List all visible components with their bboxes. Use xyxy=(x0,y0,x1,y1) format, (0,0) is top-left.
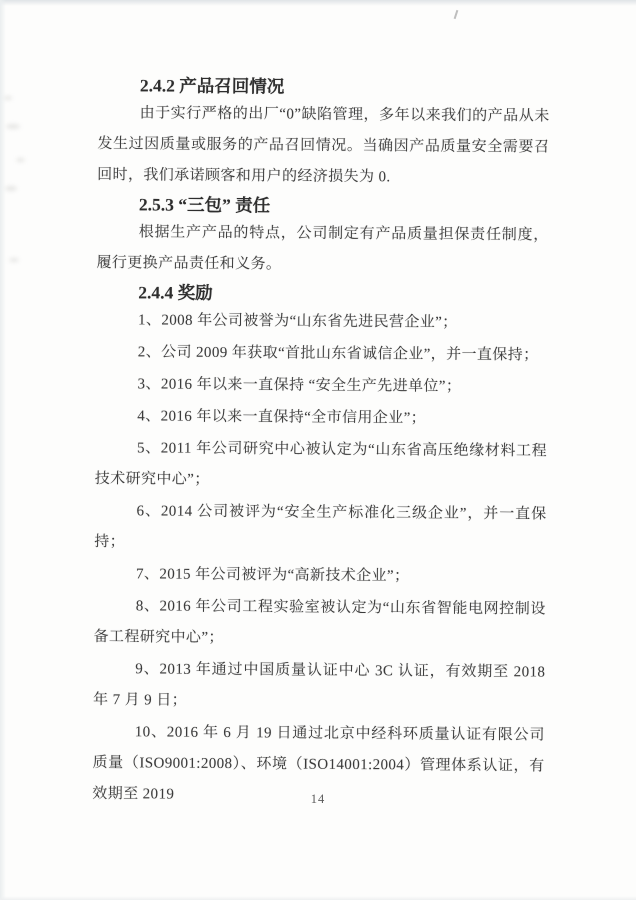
paragraph-three-guarantees: 根据生产产品的特点，公司制定有产品质量担保责任制度，履行更换产品责任和义务。 xyxy=(96,224,549,273)
award-item-9: 9、2013 年通过中国质量认证中心 3C 认证，有效期至 2018 年 7 月 9 日； xyxy=(93,661,546,709)
scan-smudge xyxy=(4,96,12,100)
scan-edge-top xyxy=(0,0,636,6)
scan-smudge xyxy=(6,124,20,129)
award-item-2: 2、公司 2009 年获取“首批山东省诚信企业”，并一直保持； xyxy=(137,344,539,364)
scan-edge-bottom xyxy=(0,896,636,900)
award-item-1: 1、2008 年公司被誉为“山东省先进民营企业”； xyxy=(137,312,458,331)
ink-speck xyxy=(454,10,459,19)
scan-edge-left xyxy=(0,0,6,900)
scan-smudge xyxy=(5,186,17,191)
award-item-10: 10、2016 年 6 月 19 日通过北京中经科环质量认证有限公司质量（ISO9001:2008）、环境（ISO14001:2004）管理体系认证，有效期至 2019 xyxy=(92,724,545,803)
section-three-guarantees xyxy=(96,191,549,283)
scan-smudge xyxy=(9,258,19,262)
page-number: 14 xyxy=(310,792,326,806)
award-item-8: 8、2016 年公司工程实验室被认定为“山东省智能电网控制设备工程研究中心”； xyxy=(93,598,546,647)
section-heading-242: 2.4.2 产品召回情况 xyxy=(139,75,285,97)
section-awards xyxy=(92,279,548,814)
award-item-6: 6、2014 公司被评为“安全生产标准化三级企业”，并一直保持； xyxy=(94,503,547,551)
document-content xyxy=(92,72,550,815)
award-item-5: 5、2011 年公司研究中心被认定为“山东省高压绝缘材料工程技术研究中心”； xyxy=(94,440,548,488)
section-product-recall xyxy=(97,72,550,195)
award-item-4: 4、2016 年以来一直保持“全市信用企业”； xyxy=(137,408,427,427)
scan-smudge xyxy=(16,158,25,162)
section-heading-253: 2.5.3 “三包” 责任 xyxy=(138,194,271,216)
paragraph-product-recall: 由于实行严格的出厂“0”缺陷管理，多年以来我们的产品从未发生过因质量或服务的产品召回情况。当确因产品质量安全需要召回时，我们承诺顾客和用户的经济损失为 0. xyxy=(97,105,550,186)
section-heading-244: 2.4.4 奖励 xyxy=(138,282,213,303)
award-item-7: 7、2015 年公司被评为“高新技术企业”； xyxy=(135,566,410,585)
award-item-3: 3、2016 年以来一直保持 “安全生产先进单位”； xyxy=(137,376,462,395)
